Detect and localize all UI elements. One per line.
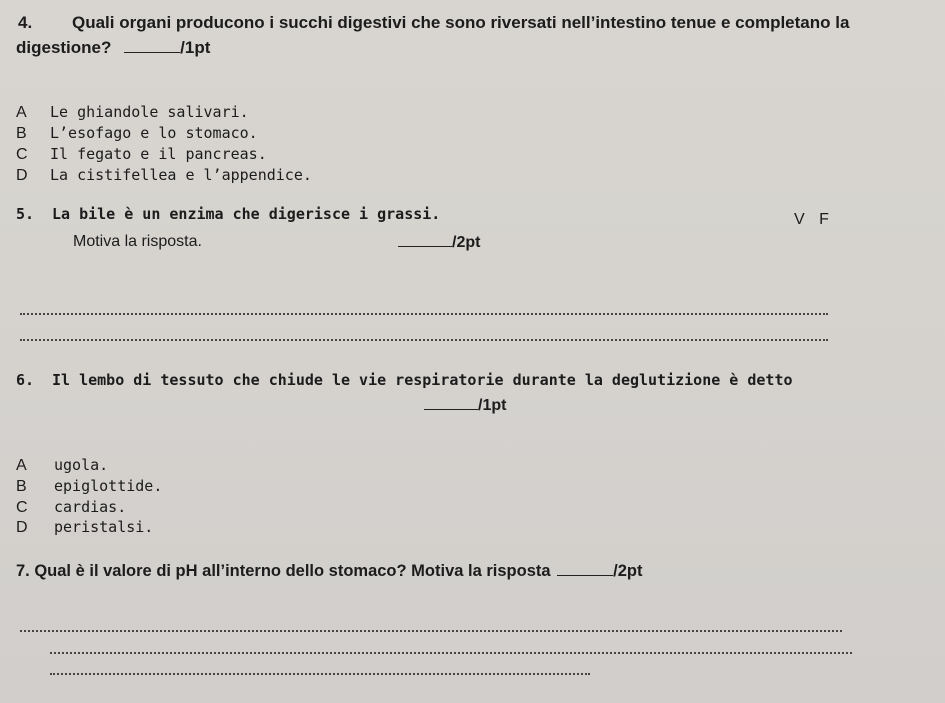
option-text: Il fegato e il pancreas. bbox=[50, 145, 267, 163]
option-text: ugola. bbox=[54, 456, 109, 474]
q4-question-text: digestione? bbox=[16, 38, 112, 57]
q5-answer-line-1[interactable] bbox=[20, 313, 828, 315]
q4-points: /1pt bbox=[180, 38, 211, 57]
q6-option-d[interactable] bbox=[16, 518, 153, 537]
option-text: epiglottide. bbox=[54, 477, 163, 495]
q7-answer-line-1[interactable] bbox=[20, 630, 842, 632]
q7-points: /2pt bbox=[613, 562, 643, 580]
q4-answer-blank[interactable] bbox=[124, 52, 180, 53]
option-letter: D bbox=[16, 167, 28, 184]
q4-option-a[interactable] bbox=[16, 103, 249, 122]
q5-points: /2pt bbox=[452, 234, 481, 251]
q7-answer-blank[interactable] bbox=[557, 575, 613, 576]
q6-option-b[interactable] bbox=[16, 477, 162, 496]
q4-option-b[interactable] bbox=[16, 124, 258, 143]
q6-question: Il lembo di tessuto che chiude le vie respiratorie durante la deglutizione è detto bbox=[52, 371, 793, 389]
q4-number: 4. bbox=[18, 13, 33, 32]
q7-answer-line-3[interactable] bbox=[50, 673, 590, 675]
q5-score-blank[interactable] bbox=[398, 246, 452, 247]
option-text: La cistifellea e l’appendice. bbox=[50, 166, 312, 184]
q5-answer-line-2[interactable] bbox=[20, 339, 828, 341]
option-text: L’esofago e lo stomaco. bbox=[50, 124, 258, 142]
q4-option-d[interactable] bbox=[16, 166, 312, 185]
option-letter: C bbox=[16, 146, 28, 163]
q6-option-c[interactable] bbox=[16, 498, 126, 517]
q5-true-option[interactable]: V bbox=[794, 211, 805, 228]
option-letter: B bbox=[16, 478, 27, 495]
q6-number: 6. bbox=[16, 371, 35, 389]
q6-option-a[interactable] bbox=[16, 456, 108, 475]
option-letter: A bbox=[16, 104, 27, 121]
option-letter: A bbox=[16, 457, 27, 474]
option-text: Le ghiandole salivari. bbox=[50, 103, 249, 121]
q6-answer-blank[interactable] bbox=[424, 409, 478, 410]
q4-question-line2 bbox=[16, 38, 210, 58]
option-letter: B bbox=[16, 125, 27, 142]
option-text: cardias. bbox=[54, 498, 127, 516]
q7-question: 7. Qual è il valore di pH all’interno dello stomaco? Motiva la risposta bbox=[16, 562, 551, 580]
q4-option-c[interactable] bbox=[16, 145, 267, 164]
q4-question-line1: Quali organi producono i succhi digestivi che sono riversati nell’intestino tenue e completano la bbox=[72, 13, 850, 32]
option-letter: D bbox=[16, 519, 28, 536]
q7-answer-line-2[interactable] bbox=[50, 652, 852, 654]
option-letter: C bbox=[16, 499, 28, 516]
q5-question: La bile è un enzima che digerisce i grassi. bbox=[52, 205, 441, 223]
q5-number: 5. bbox=[16, 205, 35, 223]
option-text: peristalsi. bbox=[54, 518, 154, 536]
q7-question-row bbox=[16, 562, 642, 581]
q5-true-false bbox=[794, 211, 829, 229]
q5-score bbox=[398, 234, 480, 252]
q5-prompt: Motiva la risposta. bbox=[73, 233, 202, 250]
q5-false-option[interactable]: F bbox=[819, 211, 829, 228]
q6-score bbox=[424, 397, 506, 415]
q6-points: /1pt bbox=[478, 397, 507, 414]
